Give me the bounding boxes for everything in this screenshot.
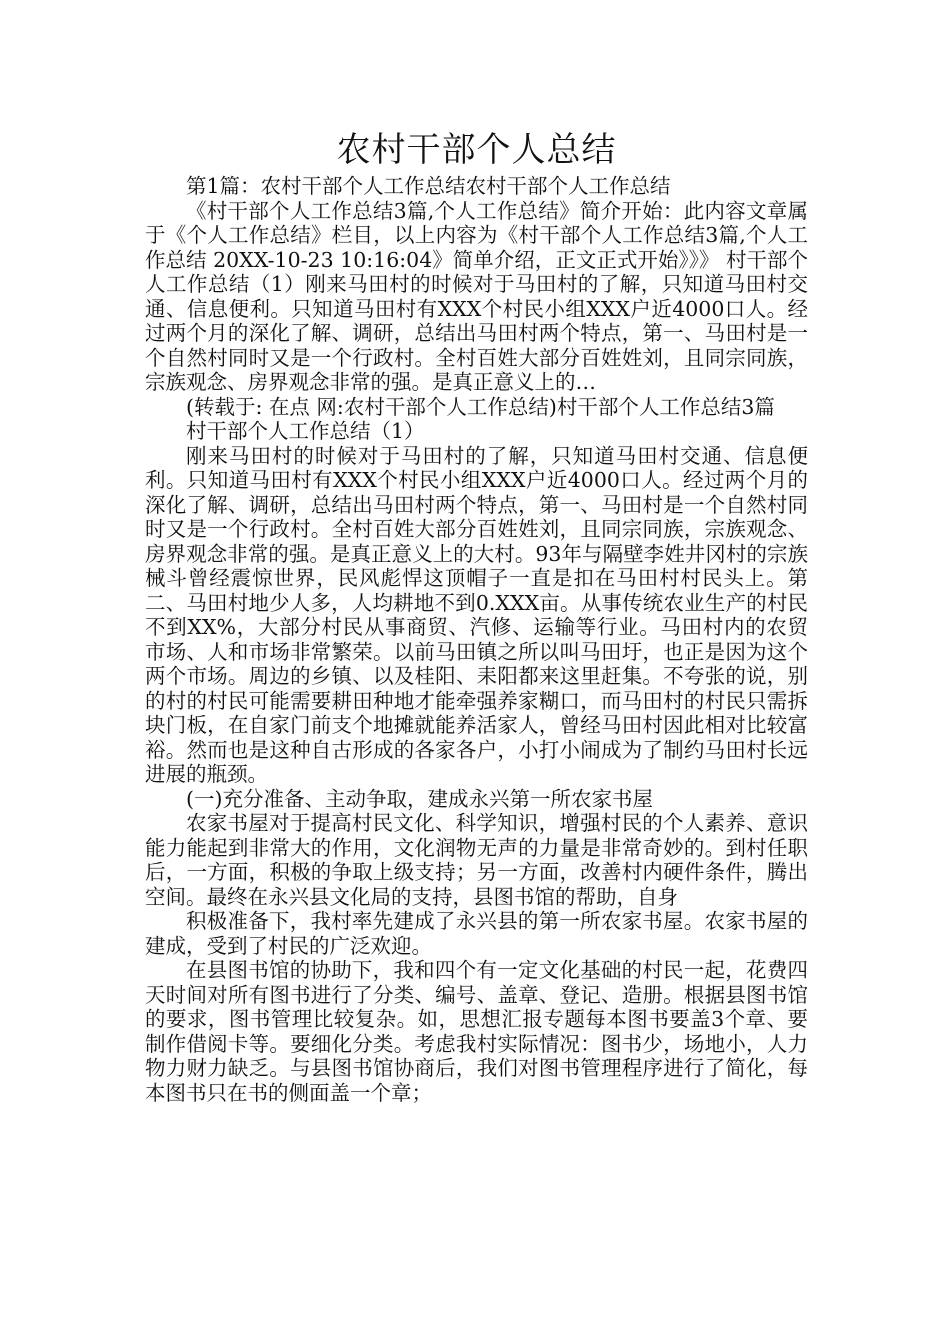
paragraph-body: 在县图书馆的协助下，我和四个有一定文化基础的村民一起，花费四天时间对所有图书进行了分类、编号、盖章、登记、造册。根据县图书馆的要求，图书管理比较复杂。如，思想汇报专题每本图书要盖3个章、要制作借阅卡等。要细化分类。考虑我村实际情况：图书少，场地小，人力物力财力缺乏。与县图书馆协商后，我们对图书管理程序进行了简化，每本图书只在书的侧面盖一个章； <box>145 958 808 1105</box>
paragraph-body: 积极准备下，我村率先建成了永兴县的第一所农家书屋。农家书屋的建成，受到了村民的广泛欢迎。 <box>145 909 808 958</box>
paragraph-article-heading: 第1篇：农村干部个人工作总结农村干部个人工作总结 <box>186 174 671 198</box>
paragraph-subheading: (一)充分准备、主动争取，建成永兴第一所农家书屋 <box>186 786 653 811</box>
paragraph-body: 农家书屋对于提高村民文化、科学知识，增强村民的个人素养、意识能力能起到非常大的作用，文化润物无声的力量是非常奇妙的。到村任职后，一方面，积极的争取上级支持；另一方面，改善村内硬件条件，腾出空间。最终在永兴县文化局的支持，县图书馆的帮助，自身 <box>145 811 808 909</box>
paragraph-section-heading: 村干部个人工作总结（1） <box>186 419 425 443</box>
document-page <box>145 128 808 1105</box>
document-title: 农村干部个人总结 <box>336 130 617 170</box>
paragraph-intro: 《村干部个人工作总结3篇,个人工作总结》简介开始：此内容文章属于《个人工作总结》栏目，以上内容为《村干部个人工作总结3篇,个人工作总结 20XX-10-23 10:16:04》简单介绍，正文正式开始》》》 村干部个人工作总结（1）刚来马田村的时候对于马田村的了解，只知道马田村交通、信息便利。只知道马田村有XXX个村民小组XXX户近4000口人。经过两个月的深化了解、调研，总结出马田村两个特点，第一、马田村是一个自然村同时又是一个行政村。全村百姓大部分百姓姓刘，且同宗同族，宗族观念、房界观念非常的强。是真正意义上的… <box>145 198 808 394</box>
paragraph-body: 刚来马田村的时候对于马田村的了解，只知道马田村交通、信息便利。只知道马田村有XXX个村民小组XXX户近4000口人。经过两个月的深化了解、调研，总结出马田村两个特点，第一、马田村是一个自然村同时又是一个行政村。全村百姓大部分百姓姓刘，且同宗同族，宗族观念、房界观念非常的强。是真正意义上的大村。93年与隔壁李姓井冈村的宗族械斗曾经震惊世界，民风彪悍这顶帽子一直是扣在马田村村民头上。第二、马田村地少人多，人均耕地不到0.XXX亩。从事传统农业生产的村民不到XX%，大部分村民从事商贸、汽修、运输等行业。马田村内的农贸市场、人和市场非常繁荣。以前马田镇之所以叫马田圩，也正是因为这个两个市场。周边的乡镇、以及桂阳、耒阳都来这里赶集。不夸张的说，别的村的村民可能需要耕田种地才能牵强养家糊口，而马田村的村民只需拆块门板，在自家门前支个地摊就能养活家人，曾经马田村因此相对比较富裕。然而也是这种自古形成的各家各户，小打小闹成为了制约马田村长远进展的瓶颈。 <box>145 443 808 786</box>
paragraph-source-note: (转载于: 在点 网:农村干部个人工作总结)村干部个人工作总结3篇 <box>186 394 775 419</box>
